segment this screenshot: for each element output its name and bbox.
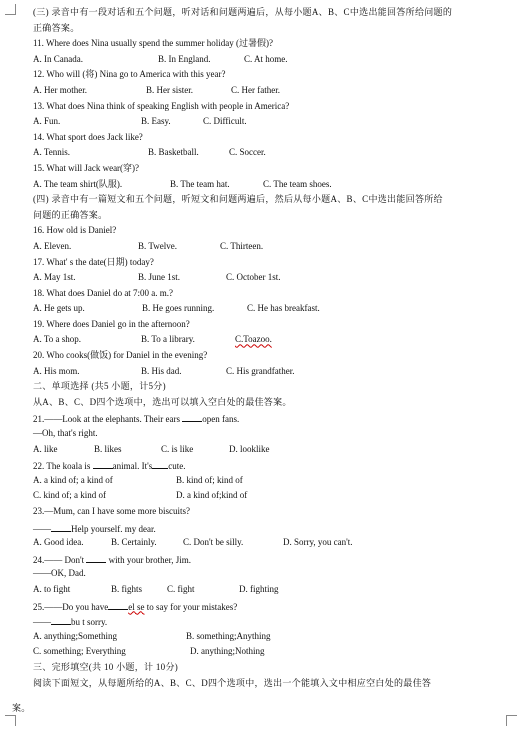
option-d: D. Sorry, you can't. — [283, 537, 353, 548]
question-text-part: with your brother, Jim. — [106, 554, 192, 565]
options-row — [33, 335, 503, 351]
question-18 — [33, 289, 503, 320]
part2-instruction: 从A、B、C、D四个选项中，选出可以填入空白处的最佳答案。 — [33, 396, 292, 407]
options-row — [33, 242, 503, 258]
response-line — [33, 523, 503, 539]
section4-instruction-line1: (四) 录音中有一篇短文和五个问题，听短文和问题两遍后，然后从每小题A、B、C中选出能回答所给 — [33, 194, 443, 205]
options-row — [33, 117, 503, 133]
option-a: A. Tennis. — [33, 147, 70, 158]
question-23 — [33, 507, 503, 554]
answer-blank — [51, 523, 71, 532]
question-text-part: el se — [128, 601, 145, 612]
question-text-part: 24.—— Don't — [33, 554, 87, 565]
option-b: B. something;Anything — [186, 630, 271, 641]
option-d: D. fighting — [239, 583, 279, 594]
option-c: C. At home. — [244, 53, 288, 64]
section4-instruction-line2: 问题的正确答案。 — [33, 209, 108, 220]
options-row — [33, 86, 503, 102]
options-row — [33, 367, 503, 383]
answer-blank — [182, 413, 202, 422]
question-text — [33, 601, 503, 617]
question-15 — [33, 164, 503, 195]
option-a: A. His mom. — [33, 365, 80, 376]
response-line: —Oh, that's right. — [33, 428, 98, 439]
option-a: A. Good idea. — [33, 537, 84, 548]
answer-blank — [108, 601, 128, 610]
option-c: C. is like — [161, 443, 194, 454]
question-text: 12. Who will (将) Nina go to America with this year? — [33, 69, 226, 80]
option-c: C. Difficult. — [203, 116, 247, 127]
option-a: A. The team shirt(队服). — [33, 178, 123, 189]
option-c: C. Her father. — [231, 84, 280, 95]
question-13 — [33, 102, 503, 133]
option-c: C.Toazoo. — [235, 334, 272, 345]
response-line: ——OK, Dad. — [33, 568, 86, 579]
option-b: B. Easy. — [141, 116, 171, 127]
option-a: A. Eleven. — [33, 240, 72, 251]
option-c: C. Don't be silly. — [183, 537, 244, 548]
question-text-part: 22. The koala is — [33, 461, 93, 472]
question-text: 15. What will Jack wear(穿)? — [33, 162, 140, 173]
crop-mark-bottom-left — [5, 715, 16, 726]
response-text: Help yourself. my dear. — [71, 523, 156, 534]
options-row — [33, 585, 503, 601]
options-row — [33, 538, 503, 554]
option-b: B. In England. — [158, 53, 211, 64]
option-a: A. Her mother. — [33, 84, 87, 95]
options-row — [33, 304, 503, 320]
option-b: B. June 1st. — [138, 272, 181, 283]
question-text-part: 21.——Look at the elephants. Their ears — [33, 414, 183, 425]
crop-mark-bottom-right — [506, 715, 517, 726]
question-12 — [33, 70, 503, 101]
part3-instruction-continuation: 案。 — [12, 703, 31, 713]
question-text: 17. What' s the date(日期) today? — [33, 256, 154, 267]
response-dash: —— — [33, 523, 51, 534]
question-24 — [33, 554, 503, 601]
option-d: D. looklike — [229, 443, 270, 454]
question-text-part: 25.——Do you have — [33, 601, 109, 612]
option-c: C. Soccer. — [229, 147, 266, 158]
question-22 — [33, 460, 503, 507]
answer-blank — [86, 554, 106, 563]
options-row — [33, 180, 503, 196]
exam-page — [33, 8, 503, 694]
option-c: C. fight — [167, 583, 195, 594]
option-a: A. May 1st. — [33, 272, 76, 283]
option-a: A. Fun. — [33, 116, 61, 127]
option-a: A. a kind of; a kind of — [33, 474, 113, 485]
question-text — [33, 460, 503, 476]
question-text-part: animal. It's — [112, 461, 153, 472]
option-b: B. likes — [94, 443, 122, 454]
option-c: C. Thirteen. — [220, 240, 264, 251]
option-b: B. kind of; kind of — [176, 474, 243, 485]
option-c: C. The team shoes. — [263, 178, 332, 189]
question-text: 23.—Mum, can I have some more biscuits? — [33, 506, 190, 516]
options-row — [33, 273, 503, 289]
question-14 — [33, 133, 503, 164]
option-b: B. Her sister. — [146, 84, 193, 95]
option-a: A. to fight — [33, 583, 71, 594]
section3-instruction-line1: (三) 录音中有一段对话和五个问题，听对话和问题两遍后，从每小题A、B、C中选出能回答所给问题的 — [33, 7, 453, 17]
option-a: A. like — [33, 443, 58, 454]
option-b: B. To a library. — [141, 334, 195, 345]
option-b: B. The team hat. — [170, 178, 230, 189]
answer-blank — [93, 460, 113, 469]
question-text: 20. Who cooks(做饭) for Daniel in the evening? — [33, 350, 208, 361]
question-16 — [33, 226, 503, 257]
question-text — [33, 413, 503, 429]
option-c: C. He has breakfast. — [247, 303, 320, 314]
option-b: B. He goes running. — [142, 303, 215, 314]
option-b: B. His dad. — [141, 365, 182, 376]
question-19 — [33, 320, 503, 351]
options-row — [33, 647, 503, 663]
question-21 — [33, 413, 503, 460]
option-c: C. His grandfather. — [226, 365, 295, 376]
question-text: 11. Where does Nina usually spend the summer holiday (过暑假)? — [33, 38, 273, 49]
question-25 — [33, 601, 503, 663]
option-a: A. He gets up. — [33, 303, 85, 314]
option-a: A. In Canada. — [33, 53, 83, 64]
options-row — [33, 476, 503, 492]
part2-heading: 二、单项选择 (共5 小题，计5分) — [33, 381, 166, 392]
option-c: C. kind of; a kind of — [33, 490, 106, 501]
question-text: 13. What does Nina think of speaking English with people in America? — [33, 100, 290, 111]
option-c: C. October 1st. — [226, 272, 281, 283]
options-row — [33, 491, 503, 507]
option-c: C. something; Everything — [33, 646, 126, 657]
crop-mark-top-left — [5, 4, 16, 15]
option-b: B. Certainly. — [111, 537, 157, 548]
answer-blank — [152, 460, 168, 469]
question-text: 16. How old is Daniel? — [33, 225, 117, 236]
option-b: B. Basketball. — [148, 147, 199, 158]
question-text: 19. Where does Daniel go in the afternoon? — [33, 318, 190, 329]
response-dash: —— — [33, 617, 51, 628]
option-a: A. To a shop. — [33, 334, 81, 345]
response-text: bu t sorry. — [71, 617, 108, 628]
question-text-part: cute. — [168, 461, 186, 472]
options-row — [33, 632, 503, 648]
question-text — [33, 554, 503, 570]
question-text: 14. What sport does Jack like? — [33, 131, 143, 142]
question-20 — [33, 351, 503, 382]
response-line — [33, 616, 503, 632]
answer-blank — [51, 616, 71, 625]
option-d: D. a kind of;kind of — [176, 490, 248, 501]
option-b: B. Twelve. — [138, 240, 177, 251]
question-text: 18. What does Daniel do at 7:00 a. m.? — [33, 287, 174, 298]
options-row — [33, 445, 503, 461]
question-11 — [33, 39, 503, 70]
question-text-part: to say for your mistakes? — [144, 601, 238, 612]
option-d: D. anything;Nothing — [190, 646, 265, 657]
option-a: A. anything;Something — [33, 630, 117, 641]
question-17 — [33, 258, 503, 289]
option-b: B. fights — [111, 583, 143, 594]
part3-heading: 三、完形填空(共 10 小题，计 10分) — [33, 661, 179, 672]
part3-instruction: 阅读下面短文，从每题所给的A、B、C、D四个选项中，选出一个能填入文中相应空白处的最佳答 — [33, 677, 432, 688]
question-text-part: open fans. — [202, 414, 240, 425]
options-row — [33, 148, 503, 164]
section3-instruction-line2: 正确答案。 — [33, 22, 80, 33]
